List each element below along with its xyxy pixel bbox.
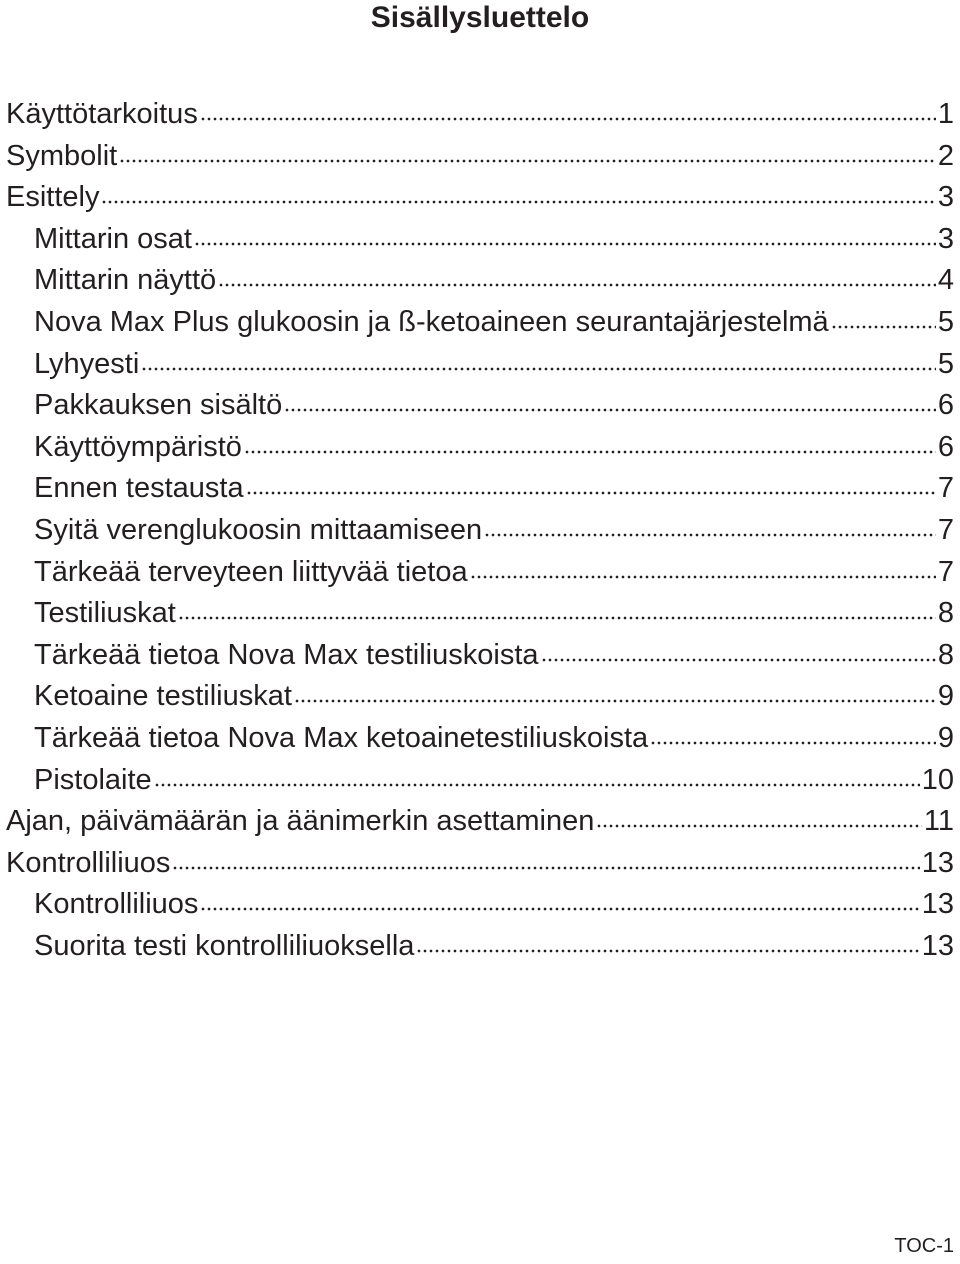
toc-entry-label: Esittely xyxy=(6,181,100,214)
toc-entry-page: 3 xyxy=(937,222,954,255)
toc-entry-label: Käyttöympäristö xyxy=(34,430,242,463)
toc-entry-pistolaite[interactable] xyxy=(6,760,954,802)
toc-entry-ajan-asettaminen[interactable] xyxy=(6,801,954,843)
toc-entry-pakkauksen-sisalto[interactable] xyxy=(6,385,954,427)
toc-entry-label: Symbolit xyxy=(6,139,118,172)
toc-entry-page: 10 xyxy=(921,763,954,796)
table-of-contents xyxy=(6,94,954,967)
toc-entry-terveyteen-liittyvaa[interactable] xyxy=(6,552,954,594)
toc-dot-leader xyxy=(470,575,936,579)
toc-entry-kayttoymparisto[interactable] xyxy=(6,427,954,469)
toc-entry-page: 8 xyxy=(937,638,954,671)
toc-dot-leader xyxy=(154,783,920,787)
toc-entry-label: Testiliuskat xyxy=(34,597,176,630)
toc-dot-leader xyxy=(416,949,919,953)
page-title: Sisällysluettelo xyxy=(370,1,590,34)
toc-entry-symbolit[interactable] xyxy=(6,136,954,178)
toc-entry-ennen-testausta[interactable] xyxy=(6,468,954,510)
toc-dot-leader xyxy=(246,491,936,495)
toc-dot-leader xyxy=(200,907,919,911)
toc-entry-tietoa-testiliuskoista[interactable] xyxy=(6,635,954,677)
toc-entry-label: Kontrolliliuos xyxy=(6,846,171,879)
toc-entry-kayttotarkoitus[interactable] xyxy=(6,94,954,136)
toc-entry-label: Pistolaite xyxy=(34,763,152,796)
toc-entry-page: 8 xyxy=(937,597,954,630)
toc-entry-label: Kontrolliliuos xyxy=(34,888,199,921)
toc-dot-leader xyxy=(284,408,936,412)
toc-entry-seurantajarjestelma[interactable] xyxy=(6,302,954,344)
toc-entry-label: Tärkeää tietoa Nova Max testiliuskoista xyxy=(34,638,539,671)
toc-entry-page: 9 xyxy=(937,680,954,713)
toc-entry-label: Pakkauksen sisältö xyxy=(34,389,283,422)
toc-entry-page: 13 xyxy=(921,888,954,921)
toc-entry-lyhyesti[interactable] xyxy=(6,344,954,386)
toc-entry-page: 13 xyxy=(921,846,954,879)
toc-entry-ketoaine-testiliuskat[interactable] xyxy=(6,676,954,718)
toc-dot-leader xyxy=(218,283,936,287)
toc-entry-label: Ajan, päivämäärän ja äänimerkin asettaminen xyxy=(6,805,595,838)
toc-dot-leader xyxy=(172,866,919,870)
toc-dot-leader xyxy=(200,117,936,121)
toc-dot-leader xyxy=(178,616,936,620)
toc-dot-leader xyxy=(484,533,936,537)
toc-dot-leader xyxy=(194,242,936,246)
toc-entry-page: 6 xyxy=(937,430,954,463)
toc-entry-page: 2 xyxy=(937,139,954,172)
toc-entry-label: Ennen testausta xyxy=(34,472,244,505)
toc-entry-page: 9 xyxy=(937,721,954,754)
toc-entry-testiliuskat[interactable] xyxy=(6,593,954,635)
toc-entry-page: 7 xyxy=(937,555,954,588)
toc-entry-page: 4 xyxy=(937,264,954,297)
toc-entry-label: Mittarin näyttö xyxy=(34,264,217,297)
toc-entry-page: 7 xyxy=(937,513,954,546)
toc-dot-leader xyxy=(541,658,936,662)
toc-entry-page: 1 xyxy=(937,98,954,130)
toc-entry-page: 3 xyxy=(937,181,954,214)
toc-entry-tietoa-ketoainetestiliuskoista[interactable] xyxy=(6,718,954,760)
toc-entry-label: Tärkeää terveyteen liittyvää tietoa xyxy=(34,555,468,588)
toc-entry-label: Käyttötarkoitus xyxy=(6,98,198,130)
page-number-footer: TOC-1 xyxy=(894,1235,954,1257)
toc-entry-label: Syitä verenglukoosin mittaamiseen xyxy=(34,513,483,546)
toc-entry-label: Nova Max Plus glukoosin ja ß-ketoaineen seurantajärjestelmä xyxy=(34,305,829,338)
toc-entry-kontrolliliuos-section[interactable] xyxy=(6,843,954,885)
toc-entry-page: 7 xyxy=(937,472,954,505)
toc-entry-kontrolliliuos[interactable] xyxy=(6,884,954,926)
toc-entry-label: Tärkeää tietoa Nova Max ketoainetestiliuskoista xyxy=(34,721,649,754)
toc-entry-page: 5 xyxy=(937,305,954,338)
toc-entry-label: Ketoaine testiliuskat xyxy=(34,680,292,713)
toc-dot-leader xyxy=(294,699,936,703)
toc-entry-mittarin-osat[interactable] xyxy=(6,219,954,261)
toc-dot-leader xyxy=(141,367,936,371)
toc-entry-label: Lyhyesti xyxy=(34,347,140,380)
toc-entry-syita-verenglukoosin[interactable] xyxy=(6,510,954,552)
toc-entry-page: 13 xyxy=(921,929,954,962)
toc-dot-leader xyxy=(101,200,935,204)
toc-dot-leader xyxy=(119,159,936,163)
toc-entry-label: Mittarin osat xyxy=(34,222,192,255)
toc-dot-leader xyxy=(650,741,936,745)
toc-dot-leader xyxy=(831,325,936,329)
toc-entry-page: 5 xyxy=(937,347,954,380)
toc-entry-mittarin-naytto[interactable] xyxy=(6,260,954,302)
toc-entry-suorita-testi[interactable] xyxy=(6,926,954,968)
toc-dot-leader xyxy=(596,824,922,828)
toc-entry-esittely[interactable] xyxy=(6,177,954,219)
toc-entry-page: 11 xyxy=(923,805,954,838)
toc-entry-label: Suorita testi kontrolliliuoksella xyxy=(34,929,415,962)
toc-dot-leader xyxy=(244,450,936,454)
toc-entry-page: 6 xyxy=(937,389,954,422)
